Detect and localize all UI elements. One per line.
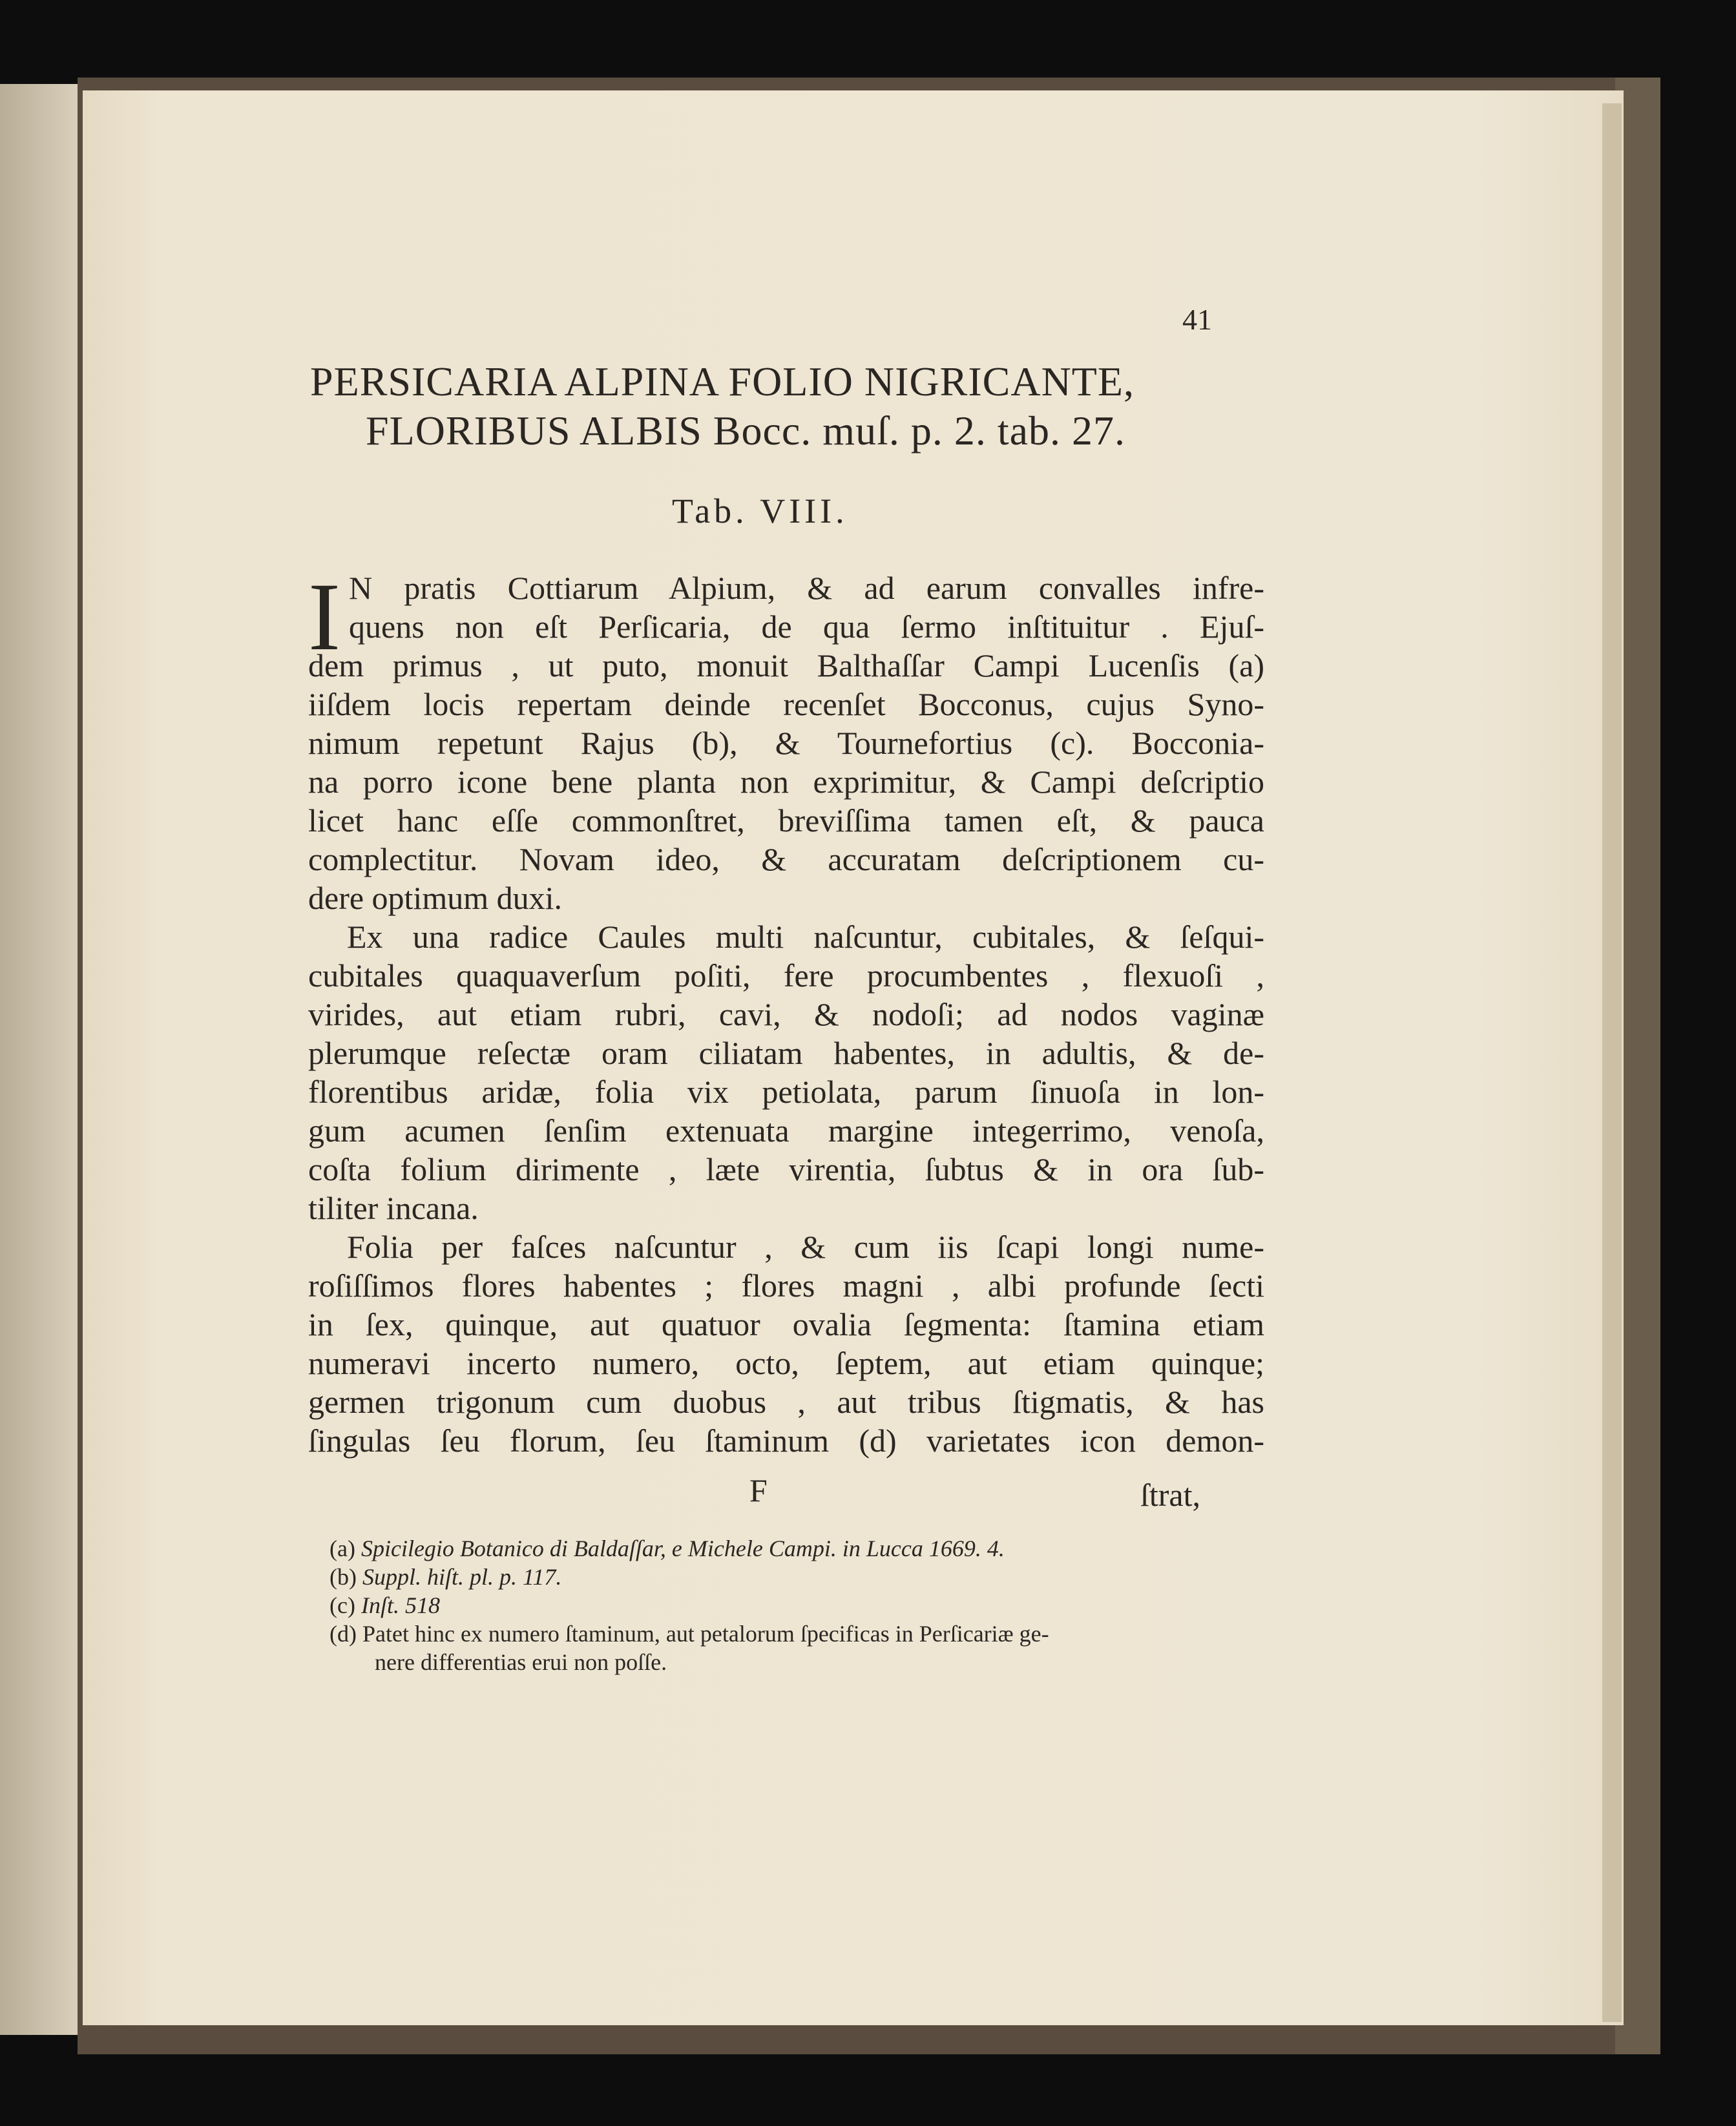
title-line-2: FLORIBUS ALBIS Bocc. muſ. p. 2. tab. 27.: [366, 408, 1126, 453]
text-line: tiliter incana.: [308, 1190, 479, 1226]
paragraph-1: [308, 646, 1264, 917]
text-line: complectitur. Novam ideo, & accuratam deſcriptionem cu-: [308, 841, 1264, 877]
paragraph-3: [308, 1227, 1264, 1460]
text-line: roſiſſimos flores habentes ; flores magni , albi profunde ſecti: [308, 1267, 1264, 1304]
footnote-text: Suppl. hiſt. pl. p. 117.: [362, 1564, 562, 1590]
drop-cap: I: [308, 563, 340, 671]
footnotes: [329, 1534, 1266, 1676]
footnote-mark: (c): [329, 1592, 355, 1618]
text-line: in ſex, quinque, aut quatuor ovalia ſegmenta: ſtamina etiam: [308, 1306, 1264, 1342]
footnote-mark: (a): [329, 1536, 355, 1561]
footnote-mark: (d): [329, 1621, 357, 1647]
footnote: [329, 1563, 1266, 1591]
footnote: [329, 1620, 1266, 1648]
text-line: quens non eſt Perſicaria, de qua ſermo inſtituitur . Ejuſ-: [349, 609, 1264, 645]
text-line: iiſdem locis repertam deinde recenſet Bocconus, cujus Syno-: [308, 686, 1264, 722]
text-line: plerumque reſectæ oram ciliatam habentes, in adultis, & de-: [308, 1035, 1264, 1071]
text-line: germen trigonum cum duobus , aut tribus ſtigmatis, & has: [308, 1384, 1264, 1420]
text-line: dere optimum duxi.: [308, 880, 562, 916]
text-line: gum acumen ſenſim extenuata margine integerrimo, venoſa,: [308, 1112, 1264, 1149]
footnote: [329, 1591, 1266, 1620]
paragraph-1-opening: [349, 568, 1264, 646]
title-line-1: PERSICARIA ALPINA FOLIO NIGRICANTE,: [310, 359, 1135, 404]
text-line: coſta folium dirimente , læte virentia, ſubtus & in ora ſub-: [308, 1151, 1264, 1187]
text-line: na porro icone bene planta non exprimitur, & Campi deſcriptio: [308, 764, 1264, 800]
page-number: 41: [1182, 303, 1212, 336]
text-line: N pratis Cottiarum Alpium, & ad earum convalles infre-: [349, 570, 1264, 606]
footnote-continuation: [329, 1648, 1266, 1676]
text-line: florentibus aridæ, folia vix petiolata, parum ſinuoſa in lon-: [308, 1074, 1264, 1110]
footnote-text: Patet hinc ex numero ſtaminum, aut petalorum ſpecificas in Perſicariæ ge-: [362, 1621, 1049, 1647]
footnote-text: Spicilegio Botanico di Baldaſſar, e Michele Campi. in Lucca 1669. 4.: [361, 1536, 1005, 1561]
text-line: Ex una radice Caules multi naſcuntur, cubitales, & ſeſqui-: [347, 919, 1264, 955]
paragraph-2: [308, 917, 1264, 1227]
footnote-mark: (b): [329, 1564, 357, 1590]
text-line: virides, aut etiam rubri, cavi, & nodoſi; ad nodos vaginæ: [308, 996, 1264, 1032]
footnote-text: Inſt. 518: [361, 1592, 440, 1618]
footnote: [329, 1534, 1266, 1563]
text-line: nimum repetunt Rajus (b), & Tournefortius (c). Bocconia-: [308, 725, 1264, 761]
text-line: cubitales quaquaverſum poſiti, fere procumbentes , flexuoſi ,: [308, 957, 1264, 994]
text-line: dem primus , ut puto, monuit Balthaſſar Campi Lucenſis (a): [308, 647, 1264, 683]
footnote-text: nere differentias erui non poſſe.: [375, 1649, 667, 1675]
plate-reference: Tab. VIII.: [672, 492, 848, 530]
signature-mark: F: [749, 1472, 768, 1508]
text-line: Folia per faſces naſcuntur , & cum iis ſcapi longi nume-: [347, 1229, 1264, 1265]
text-line: numeravi incerto numero, octo, ſeptem, aut etiam quinque;: [308, 1345, 1264, 1381]
text-line: ſingulas ſeu florum, ſeu ſtaminum (d) varietates icon demon-: [308, 1423, 1264, 1459]
catchword: ſtrat,: [1140, 1477, 1201, 1513]
text-line: licet hanc eſſe commonſtret, breviſſima tamen eſt, & pauca: [308, 802, 1264, 839]
